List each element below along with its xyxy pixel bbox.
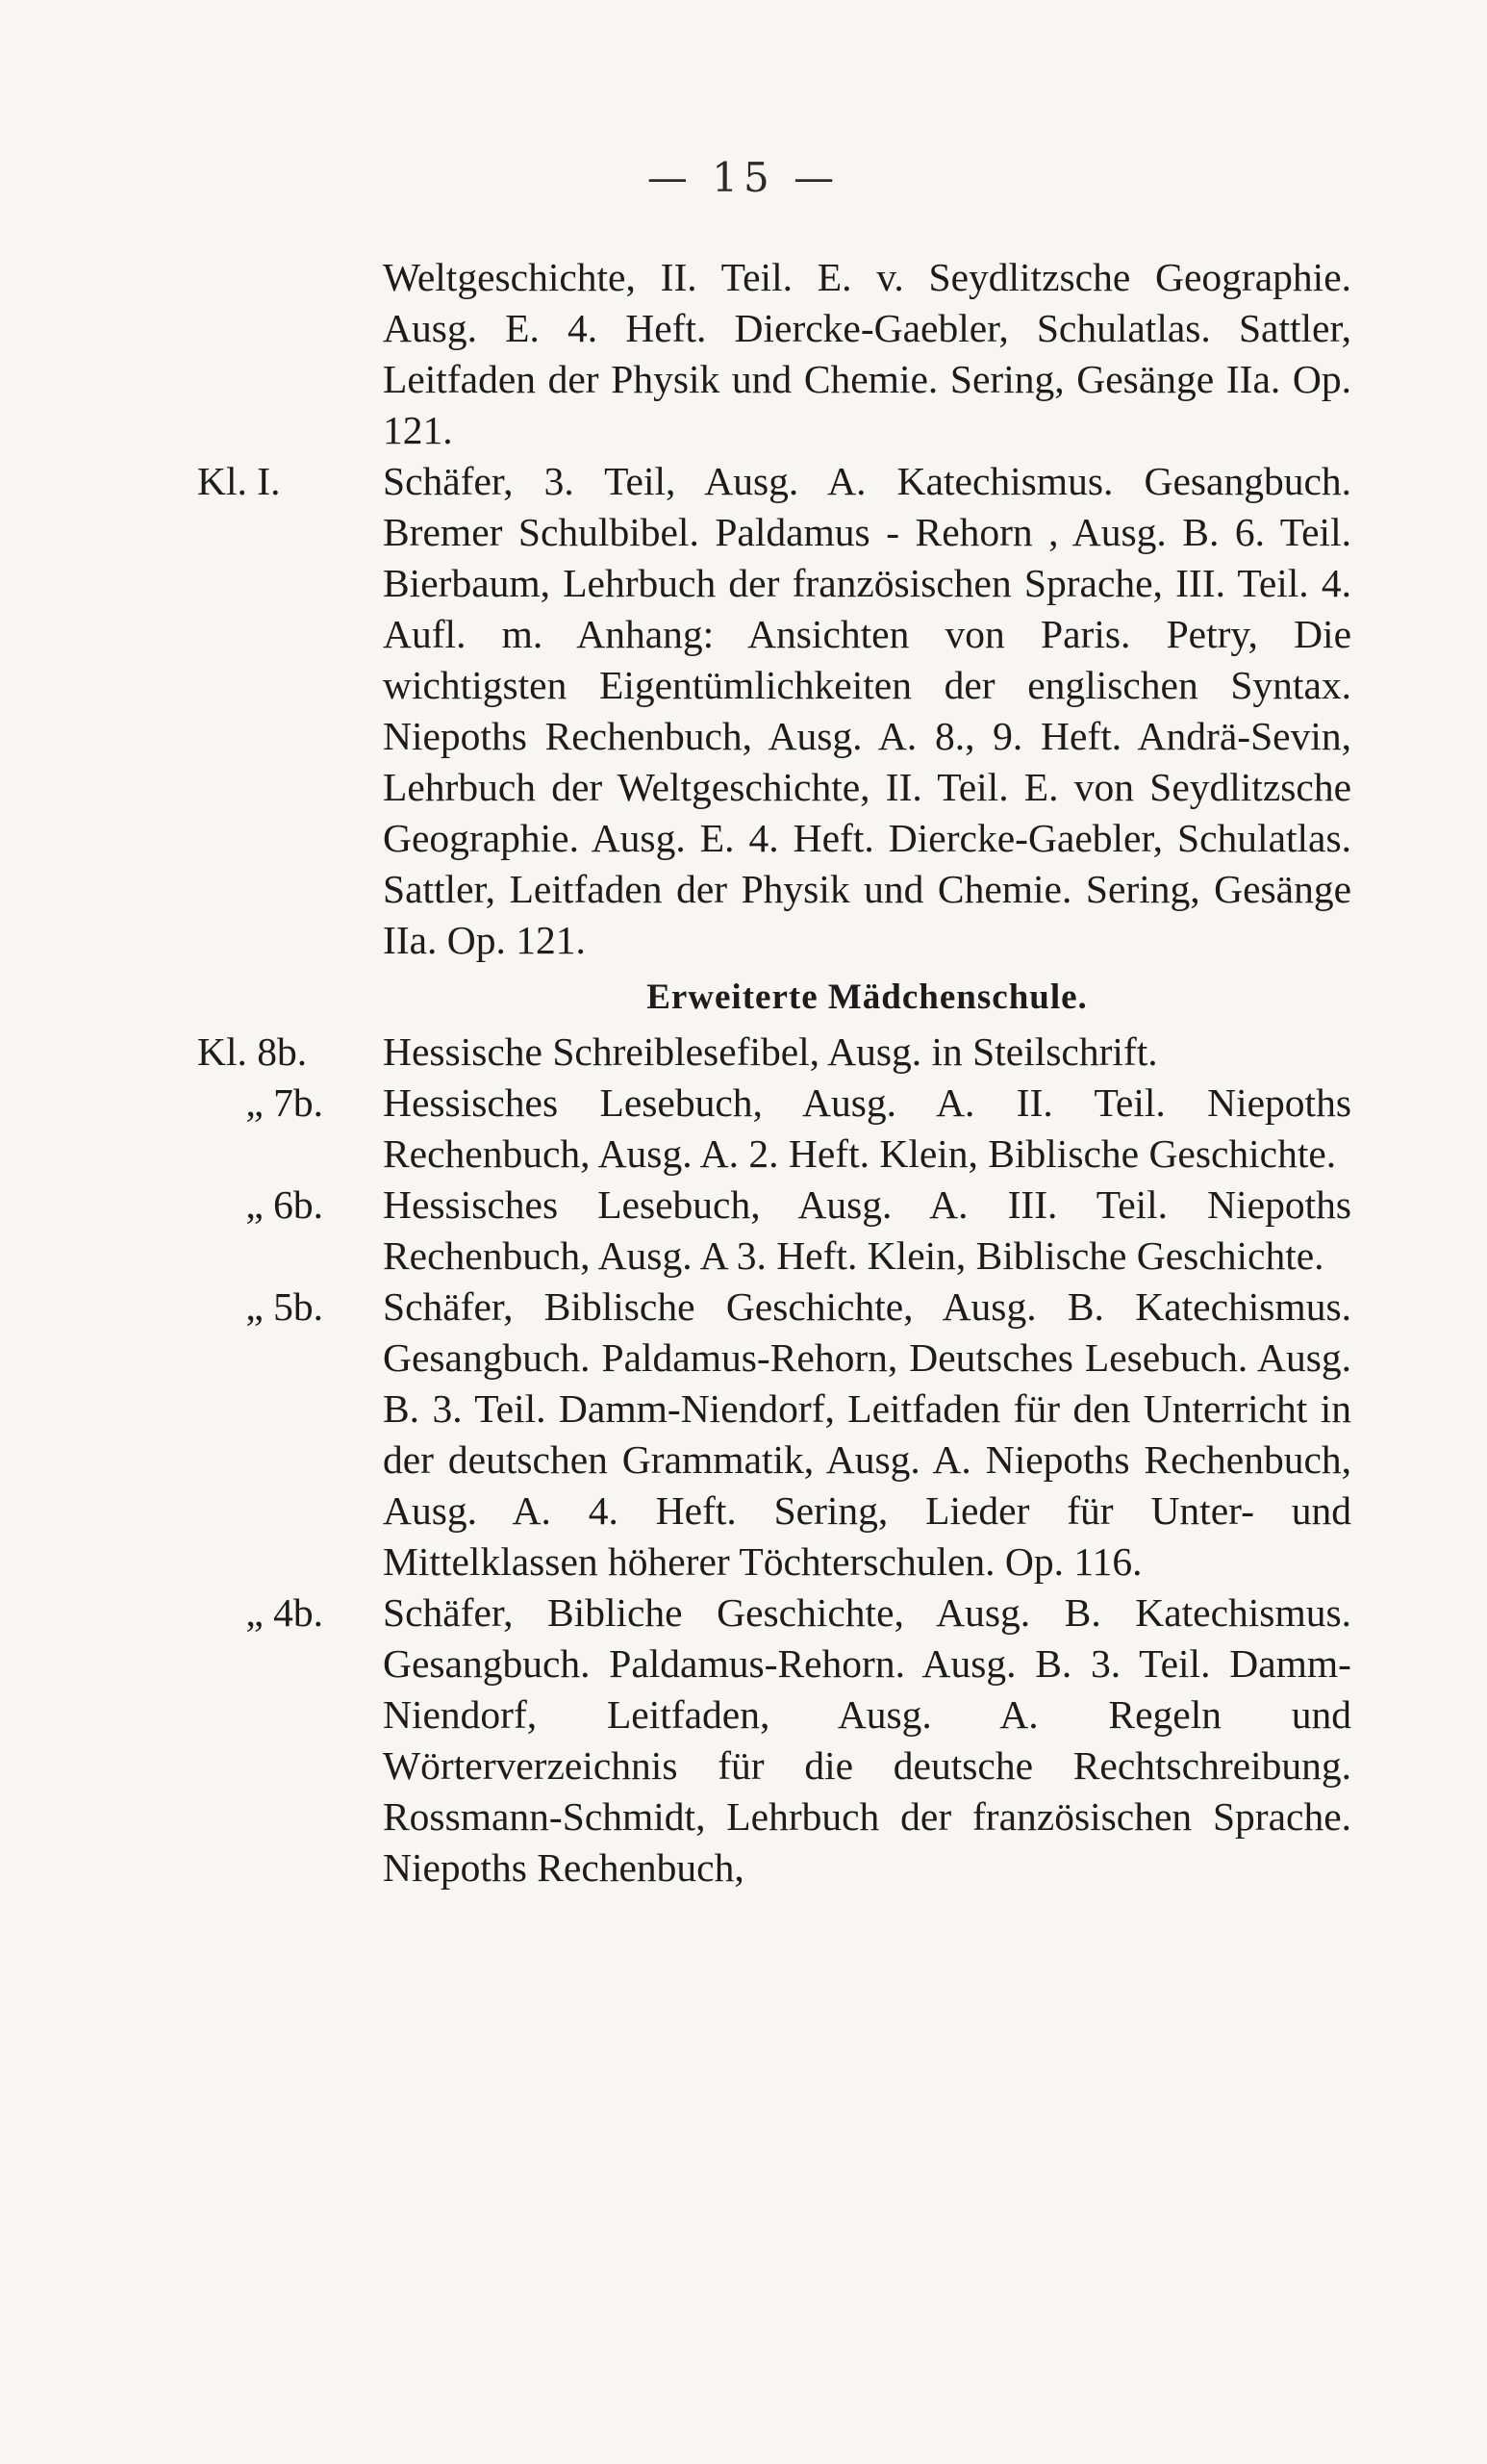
book-list: Schäfer, Bibliche Geschichte, Ausg. B. Katechismus. Gesangbuch. Paldamus-Rehorn. Ausg. B. 3. Teil. Damm-Niendorf, Leitfaden, Ausg. A. Regeln und Wörterverzeichnis für die deutsche Rechtschreibung. Rossmann-Schmidt, Lehrbuch der französischen Sprache. Niepoths Rechenbuch, [383,1590,1351,1890]
class-label: „ 6b. [245,1182,323,1227]
book-list: Hessische Schreiblesefibel, Ausg. in Steilschrift. [383,1029,1158,1074]
entry-klasse-1 [197,456,1351,966]
book-list: Hessisches Lesebuch, Ausg. A. III. Teil. Niepoths Rechenbuch, Ausg. A 3. Heft. Klein, Biblische Geschichte. [383,1182,1351,1278]
book-list: Schäfer, 3. Teil, Ausg. A. Katechismus. Gesangbuch. Bremer Schulbibel. Paldamus - Rehorn , Ausg. B. 6. Teil. Bierbaum, Lehrbuch der französischen Sprache, III. Teil. 4. Aufl. m. Anhang: Ansichten von Paris. Petry, Die wichtigsten Eigentümlichkeiten der englischen Syntax. Niepoths Rechenbuch, Ausg. A. 8., 9. Heft. Andrä-Sevin, Lehrbuch der Weltgeschichte, II. Teil. E. von Seydlitzsche Geographie. Ausg. E. 4. Heft. Diercke-Gaebler, Schulatlas. Sattler, Leitfaden der Physik und Chemie. Sering, Gesänge IIa. Op. 121. [383,459,1351,962]
book-list: Schäfer, Biblische Geschichte, Ausg. B. Katechismus. Gesangbuch. Paldamus-Rehorn, Deutsches Lesebuch. Ausg. B. 3. Teil. Damm-Niendorf, Leitfaden für den Unterricht in der deutschen Grammatik, Ausg. A. Niepoths Rechenbuch, Ausg. A. 4. Heft. Sering, Lieder für Unter- und Mittelklassen höherer Töchterschulen. Op. 116. [383,1284,1351,1584]
entry-klasse-7b [197,1078,1351,1180]
book-list: Hessisches Lesebuch, Ausg. A. II. Teil. Niepoths Rechenbuch, Ausg. A. 2. Heft. Klein, Biblische Geschichte. [383,1080,1351,1176]
class-label: Kl. I. [197,459,281,503]
entry-klasse-4b [197,1588,1351,1893]
page-body [197,252,1351,1893]
class-label: Kl. 8b. [197,1029,308,1074]
entry-klasse-6b [197,1180,1351,1282]
entry-klasse-5b [197,1282,1351,1588]
page-number: — 15 — [646,154,841,201]
section-heading: Erweiterte Mädchenschule. [646,978,1088,1017]
entry-klasse-8b [197,1027,1351,1078]
class-label: „ 4b. [245,1590,323,1635]
class-label: „ 5b. [245,1284,323,1329]
class-label: „ 7b. [245,1080,323,1125]
opening-paragraph: Weltgeschichte, II. Teil. E. v. Seydlitzsche Geographie. Ausg. E. 4. Heft. Diercke-Gaebler, Schulatlas. Sattler, Leitfaden der Physik und Chemie. Sering, Gesänge IIa. Op. 121. [383,255,1351,452]
